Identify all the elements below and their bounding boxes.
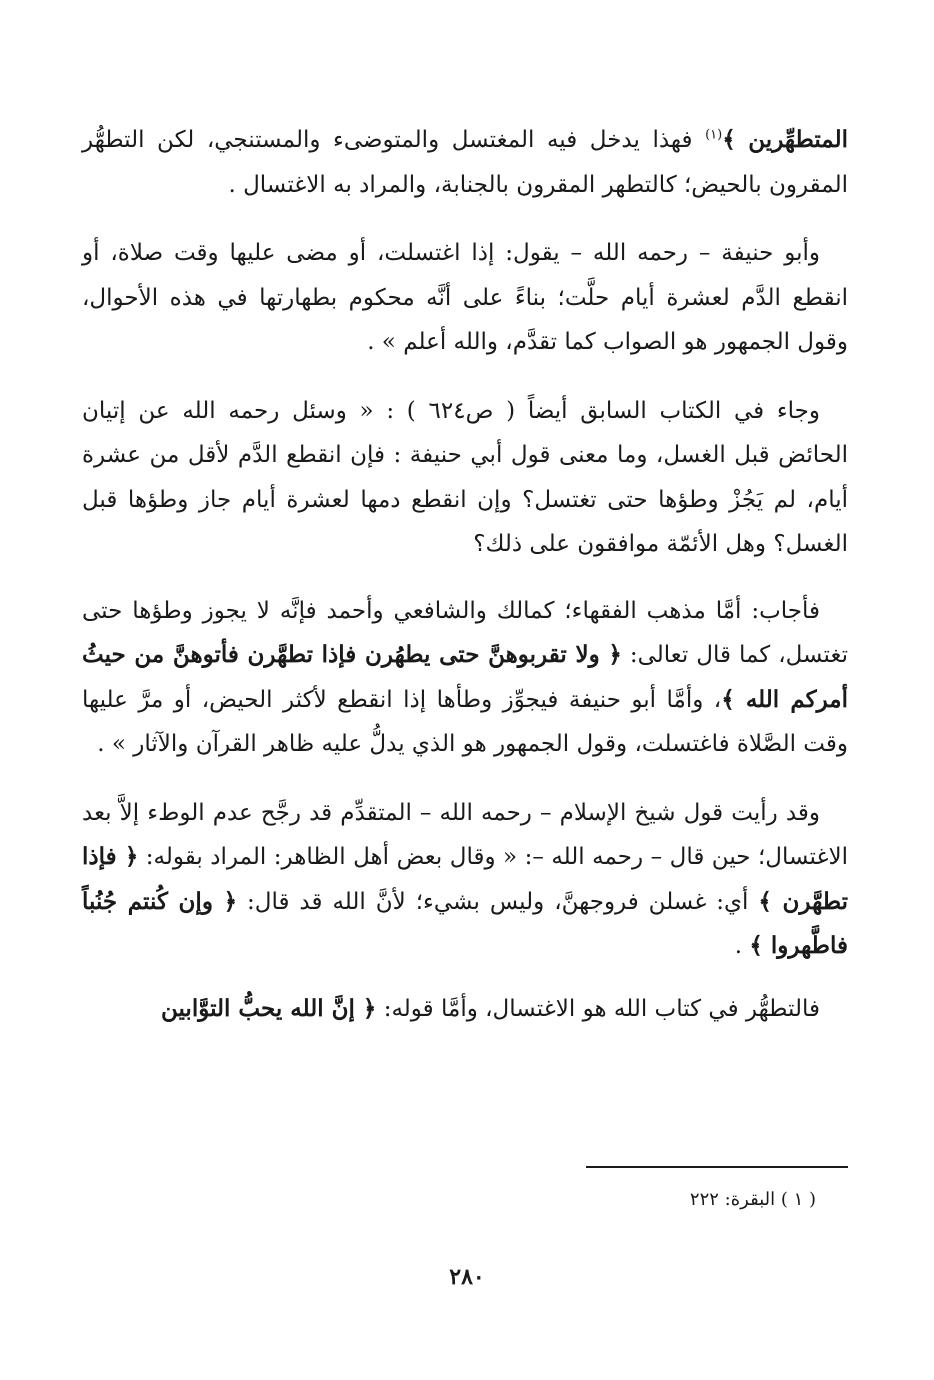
paragraph-text: فأجاب: أمَّا مذهب الفقهاء؛ كمالك والشافعي وأحمد فإنَّه لا يجوز وطؤها حتى تغتسل، كما قال تعالى: — [82, 597, 848, 668]
paragraph-text: وجاء في الكتاب السابق أيضاً ( ص٦٢٤ ) : « وسئل رحمه الله عن إتيان الحائض قبل الغسل، وما معنى قول أبي حنيفة : فإن انقطع الدَّم لأقل من عشرة أيام، لم يَجُزْ وطؤها حتى تغتسل؟ وإن انقطع دمها لعشرة أيام جاز وطؤها قبل الغسل؟ وهل الأئمّة موافقون على ذلك؟ — [82, 397, 848, 557]
paragraph-text: أي: غسلن فروجهنَّ، وليس بشيء؛ لأنَّ الله قد قال: — [237, 888, 759, 915]
paragraph-text: ، وأمَّا أبو حنيفة فيجوِّز وطأها إذا انقطع لأكثر الحيض، أو مرَّ عليها وقت الصَّلاة فاغتسلت، وقول الجمهور هو الذي يدلُّ عليه ظاهر القرآن والآثار » . — [82, 686, 848, 757]
paragraph-text: فهذا يدخل فيه المغتسل والمتوضىء والمستنجي، لكن التطهُّر المقرون بالحيض؛ كالتطهر المقرون بالجنابة، والمراد به الاغتسال . — [82, 127, 848, 198]
quran-bracket-open: ﴿ — [124, 843, 139, 870]
quran-bracket-close: ﴾ — [722, 126, 736, 153]
quran-bracket-open: ﴿ — [223, 887, 238, 915]
paragraph-3 — [82, 389, 848, 567]
quran-bracket-open: ﴿ — [608, 641, 622, 668]
quran-bracket-close: ﴾ — [749, 932, 763, 959]
paragraph-4 — [82, 589, 848, 767]
quran-quote: إنَّ الله يحبُّ التوَّابين — [160, 994, 363, 1022]
paragraph-text: فالتطهُّر في كتاب الله هو الاغتسال، وأمَّا قوله: — [376, 995, 820, 1022]
quran-bracket-close: ﴾ — [758, 887, 772, 915]
paragraph-text: . — [734, 933, 750, 959]
footnote-reference[interactable]: (١) — [705, 127, 723, 143]
page-number: ٢٨٠ — [449, 1264, 485, 1290]
quran-quote: وإن كُنتم جُنُباً فاطَّهروا — [82, 887, 848, 959]
footnote: ( ١ ) البقرة: ٢٢٢ — [689, 1189, 816, 1210]
footnote-divider — [586, 1166, 848, 1168]
paragraph-2 — [82, 231, 848, 365]
paragraph-text: وأبو حنيفة – رحمه الله – يقول: إذا اغتسلت، أو مضى عليها وقت صلاة، أو انقطع الدَّم لعشرة أيام حلَّت؛ بناءً على أنَّه محكوم بطهارتها في هذه الأحوال، وقول الجمهور هو الصواب كما تقدَّم، والله أعلم » . — [82, 240, 848, 355]
page-body — [82, 118, 848, 1031]
paragraph-6 — [82, 987, 848, 1032]
quran-quote: فإذا تطهَّرن — [82, 843, 848, 915]
paragraph-5 — [82, 791, 848, 969]
paragraph-1 — [82, 118, 848, 207]
paragraph-text: وقد رأيت قول شيخ الإسلام – رحمه الله – المتقدِّم قد رجَّح عدم الوطء إلاَّ بعد الاغتسال؛ حين قال – رحمه الله –: « وقال بعض أهل الظاهر: المراد بقوله: — [82, 799, 848, 870]
quran-quote: المتطهِّرين — [748, 126, 848, 153]
quran-bracket-close: ﴾ — [721, 685, 735, 713]
quran-quote: ولا تقربوهنَّ حتى يطهُرن فإذا تطهَّرن فأتوهنَّ من حيثُ أمركم الله — [82, 641, 849, 713]
quran-bracket-open: ﴿ — [362, 994, 377, 1022]
